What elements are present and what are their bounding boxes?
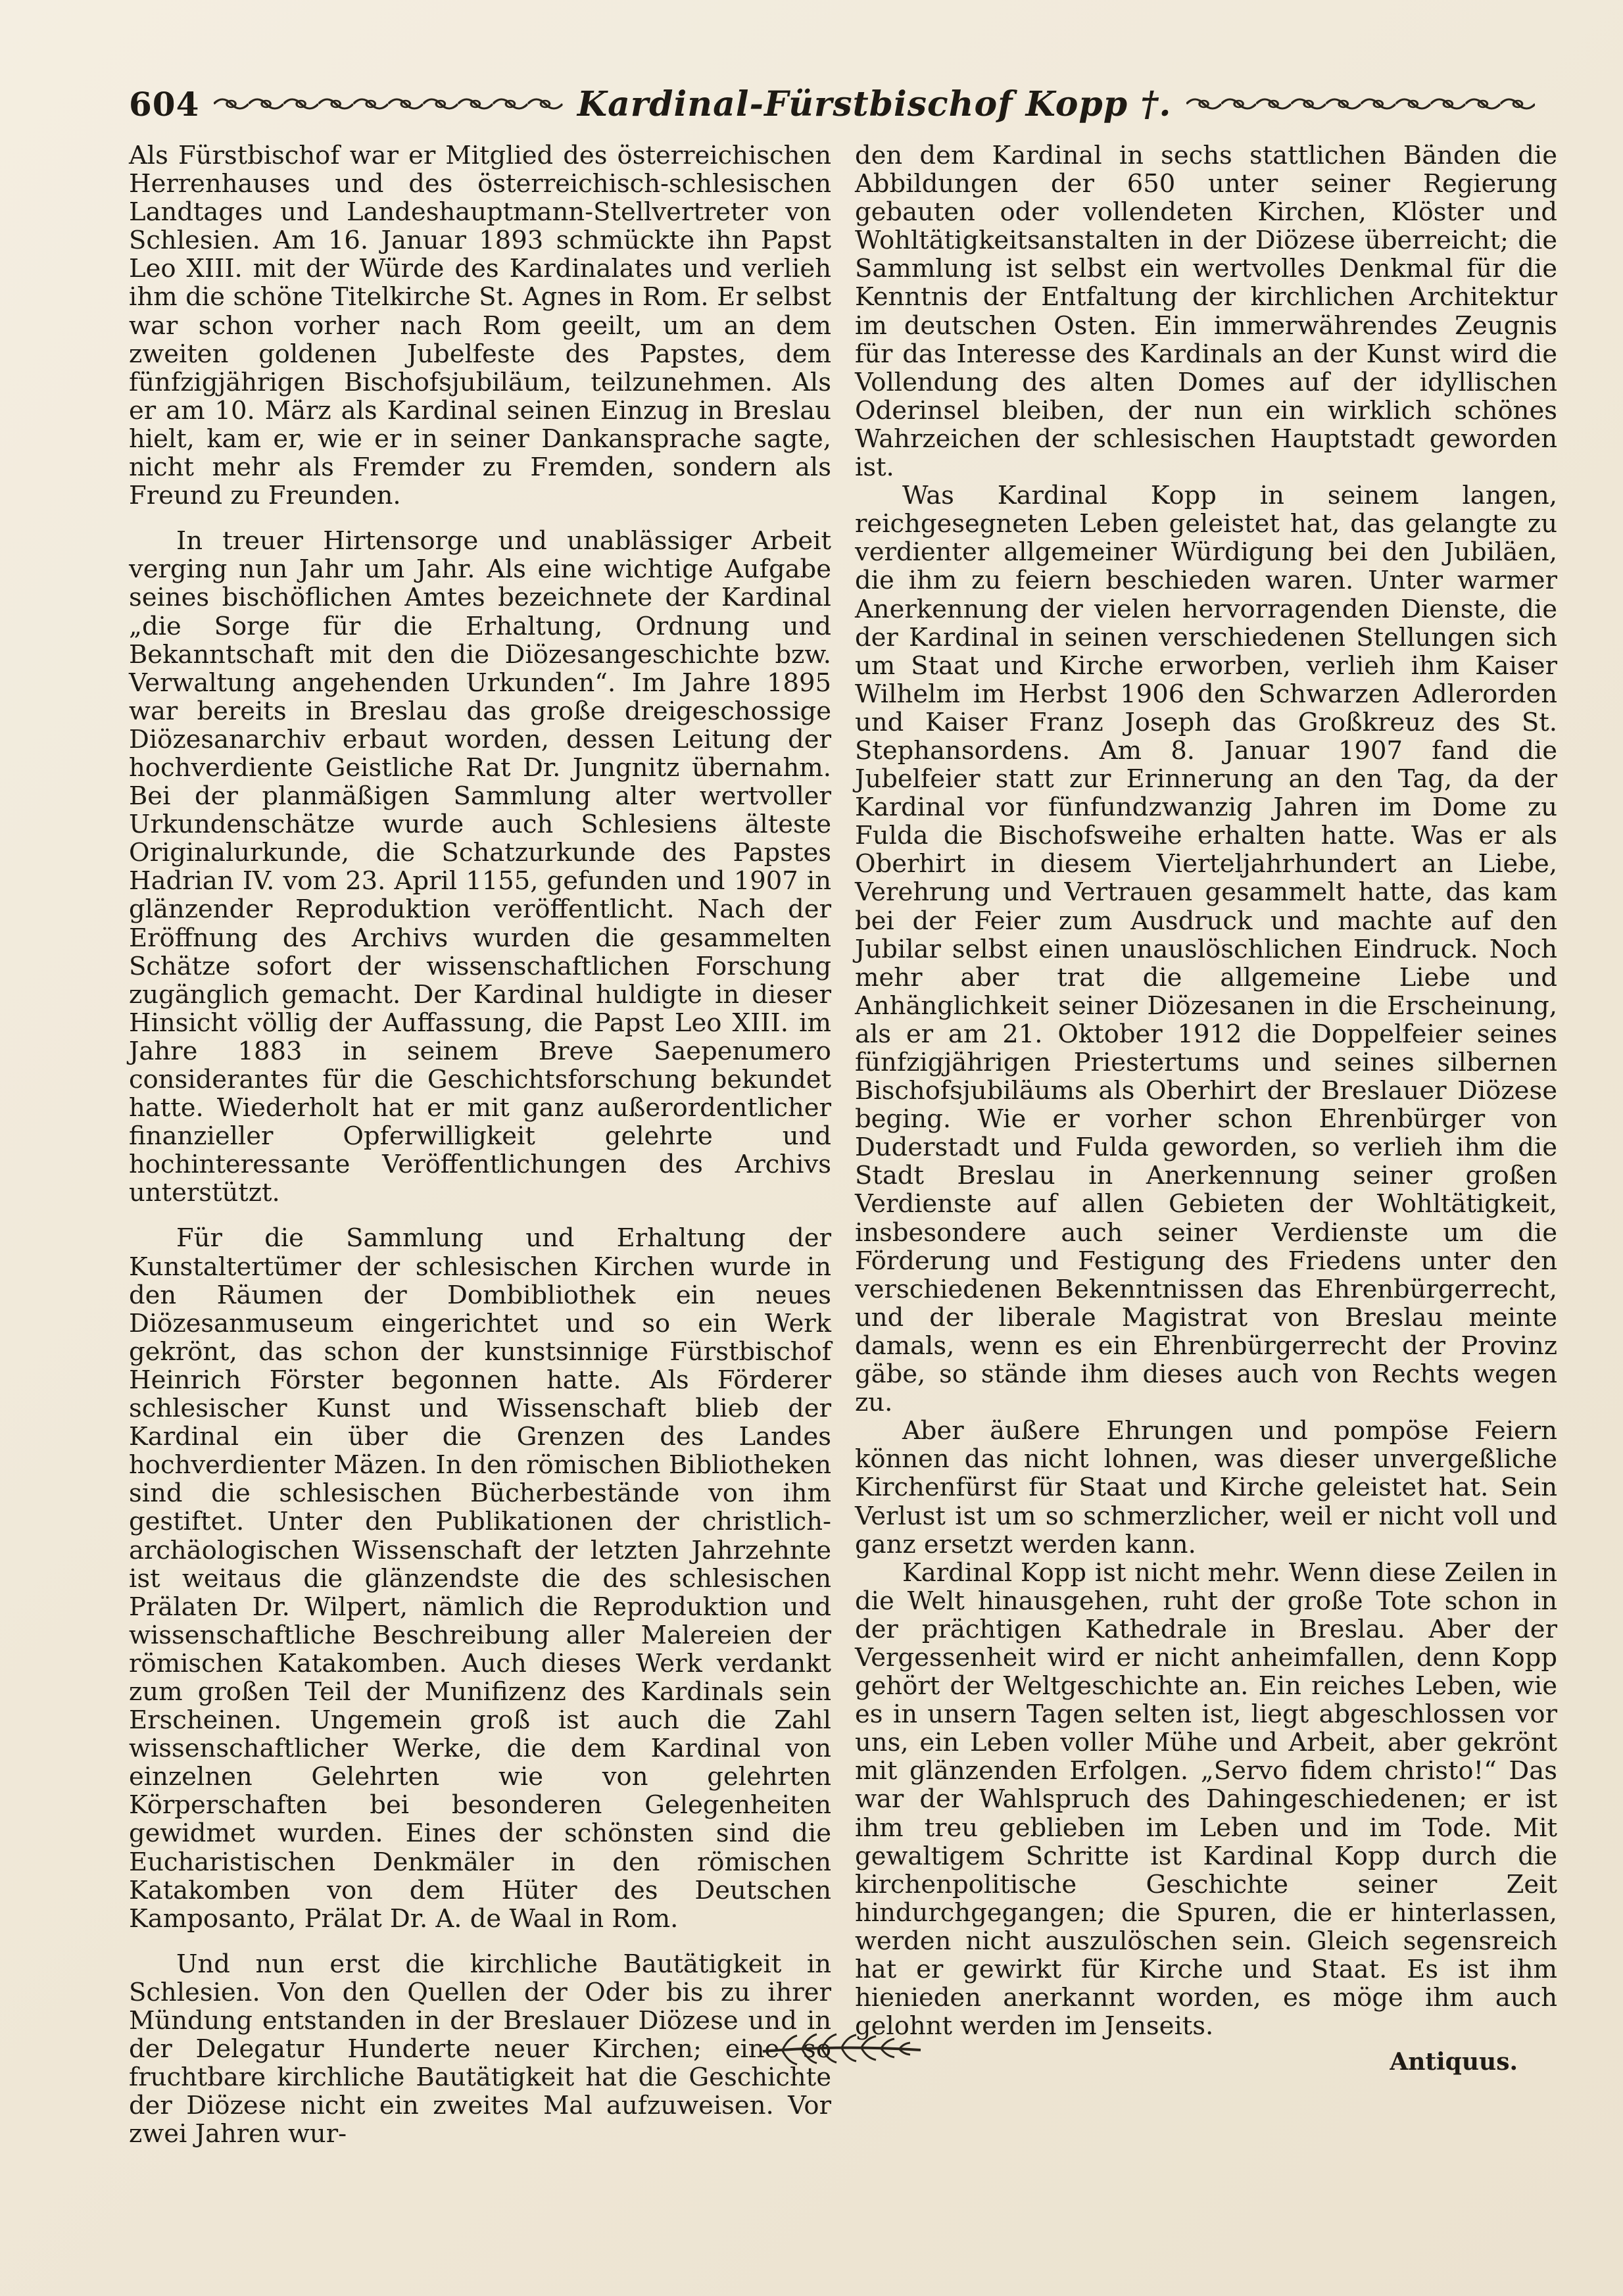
left-column <box>129 141 831 2148</box>
running-header <box>129 74 1535 134</box>
paragraph: Für die Sammlung und Erhaltung der Kunstaltertümer der schlesischen Kirchen wurde in den Räumen der Dombibliothek ein neues Diözesanmuseum eingerichtet und so ein Werk gekrönt, das schon der kunstsinnige Fürstbischof Heinrich Förster begonnen hatte. Als Förderer schlesischer Kunst und Wissenschaft blieb der Kardinal ein über die Grenzen des Landes hochverdienter Mäzen. In den römischen Bibliotheken sind die schlesischen Bücherbestände von ihm gestiftet. Unter den Publikationen der christlich-archäologischen Wissenschaft der letzten Jahrzehnte ist weitaus die glänzendste die des schlesischen Prälaten Dr. Wilpert, nämlich die Reproduktion und wissenschaftliche Beschreibung aller Malereien der römischen Katakomben. Auch dieses Werk verdankt zum großen Teil der Munifizenz des Kardinals sein Erscheinen. Ungemein groß ist auch die Zahl wissenschaftlicher Werke, die dem Kardinal von einzelnen Gelehrten wie von gelehrten Körperschaften bei besonderen Gelegenheiten gewidmet wurden. Eines der schönsten sind die Eucharistischen Denkmäler in den römischen Katakomben von dem Hüter des Deutschen Kamposanto, Prälat Dr. A. de Waal in Rom. <box>129 1223 831 1934</box>
paragraph: Was Kardinal Kopp in seinem langen, reichgesegneten Leben geleistet hat, das gelangte zu verdienter allgemeiner Würdigung bei den Jubiläen, die ihm zu feiern beschieden waren. Unter warmer Anerkennung der vielen hervorragenden Dienste, die der Kardinal in seinen verschiedenen Stellungen sich um Staat und Kirche erworben, verlieh ihm Kaiser Wilhelm im Herbst 1906 den Schwarzen Adlerorden und Kaiser Franz Joseph das Großkreuz des St. Stephansordens. Am 8. Januar 1907 fand die Jubelfeier statt zur Erinnerung an den Tag, da der Kardinal vor fünfundzwanzig Jahren im Dome zu Fulda die Bischofsweihe erhalten hatte. Was er als Oberhirt in diesem Vierteljahrhundert an Liebe, Verehrung und Vertrauen gesammelt hatte, das kam bei der Feier zum Ausdruck und machte auf den Jubilar selbst einen unauslöschlichen Eindruck. Noch mehr aber trat die allgemeine Liebe und Anhänglichkeit seiner Diözesanen in die Erscheinung, als er am 21. Oktober 1912 die Doppelfeier seines fünfzigjährigen Priestertums und seines silbernen Bischofsjubiläums als Oberhirt der Breslauer Diözese beging. Wie er vorher schon Ehrenbürger von Duderstadt und Fulda geworden, so verlieh ihm die Stadt Breslau in Anerkennung seiner großen Verdienste auf allen Gebieten der Wohltätigkeit, insbesondere auch seiner Verdienste um die Förderung und Festigung des Friedens unter den verschiedenen Bekenntnissen das Ehrenbürgerrecht, und der liberale Magistrat von Breslau meinte damals, wenn es ein Ehrenbürgerrecht der Provinz gäbe, so stände ihm dieses auch von Rechts wegen zu. <box>855 481 1557 1418</box>
palm-frond-icon <box>756 2029 927 2068</box>
paragraph: den dem Kardinal in sechs stattlichen Bänden die Abbildungen der 650 unter seiner Regierung gebauten oder vollendeten Kirchen, Klöster und Wohltätigkeitsanstalten in der Diözese überreicht; die Sammlung ist selbst ein wertvolles Denkmal für die Kenntnis der Entfaltung der kirchlichen Architektur im deutschen Osten. Ein immerwährendes Zeugnis für das Interesse des Kardinals an der Kunst wird die Vollendung des alten Domes auf der idyllischen Oderinsel bleiben, der nun ein wirklich schönes Wahrzeichen der schlesischen Hauptstadt geworden ist. <box>855 141 1557 483</box>
flourish-border-icon <box>214 91 563 117</box>
right-column <box>855 141 1557 2076</box>
paragraph: Als Fürstbischof war er Mitglied des österreichischen Herrenhauses und des österreichisch-schlesischen Landtages und Landeshauptmann-Stellvertreter von Schlesien. Am 16. Januar 1893 schmückte ihn Papst Leo XIII. mit der Würde des Kardinalates und verlieh ihm die schöne Titelkirche St. Agnes in Rom. Er selbst war schon vorher nach Rom geeilt, um an dem zweiten goldenen Jubelfeste des Papstes, dem fünfzigjährigen Bischofsjubiläum, teilzunehmen. Als er am 10. März als Kardinal seinen Einzug in Breslau hielt, kam er, wie er in seiner Dankansprache sagte, nicht mehr als Fremder zu Fremden, sondern als Freund zu Freunden. <box>129 141 831 511</box>
paragraph: In treuer Hirtensorge und unablässiger Arbeit verging nun Jahr um Jahr. Als eine wichtige Aufgabe seines bischöflichen Amtes bezeichnete der Kardinal „die Sorge für die Erhaltung, Ordnung und Bekanntschaft mit den die Diözesangeschichte bzw. Verwaltung angehenden Urkunden“. Im Jahre 1895 war bereits in Breslau das große dreigeschossige Diözesanarchiv erbaut worden, dessen Leitung der hochverdiente Geistliche Rat Dr. Jungnitz übernahm. Bei der planmäßigen Sammlung alter wertvoller Urkundenschätze wurde auch Schlesiens älteste Originalurkunde, die Schatzurkunde des Papstes Hadrian IV. vom 23. April 1155, gefunden und 1907 in glänzender Reproduktion veröffentlicht. Nach der Eröffnung des Archivs wurden die gesammelten Schätze sofort der wissenschaftlichen Forschung zugänglich gemacht. Der Kardinal huldigte in dieser Hinsicht völlig der Auffassung, die Papst Leo XIII. im Jahre 1883 in seinem Breve Saepenumero considerantes für die Geschichtsforschung bekundet hatte. Wiederholt hat er mit ganz außerordentlicher finanzieller Opferwilligkeit gelehrte und hochinteressante Veröffentlichungen des Archivs unterstützt. <box>129 526 831 1208</box>
flourish-border-icon <box>1186 91 1536 117</box>
header-title: Kardinal-Fürstbischof Kopp †. <box>577 84 1172 124</box>
paragraph: Kardinal Kopp ist nicht mehr. Wenn diese Zeilen in die Welt hinausgehen, ruht der große Tote schon in der prächtigen Kathedrale in Breslau. Aber der Vergessenheit wird er nicht anheimfallen, denn Kopp gehört der Weltgeschichte an. Ein reiches Leben, wie es in unsern Tagen selten ist, liegt abgeschlossen vor uns, ein Leben voller Mühe und Arbeit, aber gekrönt mit glänzenden Erfolgen. „Servo fidem christo!“ Das war der Wahlspruch des Dahingeschiedenen; er ist ihm treu geblieben im Leben und im Tode. Mit gewaltigem Schritte ist Kardinal Kopp durch die kirchenpolitische Geschichte seiner Zeit hindurchgegangen; die Spuren, die er hinterlassen, werden nicht auszulöschen sein. Gleich segensreich hat er gewirkt für Kirche und Staat. Es ist ihm hienieden anerkannt worden, es möge ihm auch gelohnt werden im Jenseits. <box>855 1557 1557 2041</box>
paragraph: Und nun erst die kirchliche Bautätigkeit in Schlesien. Von den Quellen der Oder bis zu ihrer Mündung entstanden in der Breslauer Diözese und in der Delegatur Hunderte neuer Kirchen; eine so fruchtbare kirchliche Bautätigkeit hat die Geschichte der Diözese nicht ein zweites Mal aufzuweisen. Vor zwei Jahren wur- <box>129 1949 831 2149</box>
author-signature: Antiquus. <box>1390 2048 1518 2076</box>
paragraph: Aber äußere Ehrungen und pompöse Feiern können das nicht lohnen, was dieser unvergeßliche Kirchenfürst für Staat und Kirche geleistet hat. Sein Verlust ist um so schmerzlicher, weil er nicht voll und ganz ersetzt werden kann. <box>855 1416 1557 1559</box>
page-number: 604 <box>129 84 200 124</box>
